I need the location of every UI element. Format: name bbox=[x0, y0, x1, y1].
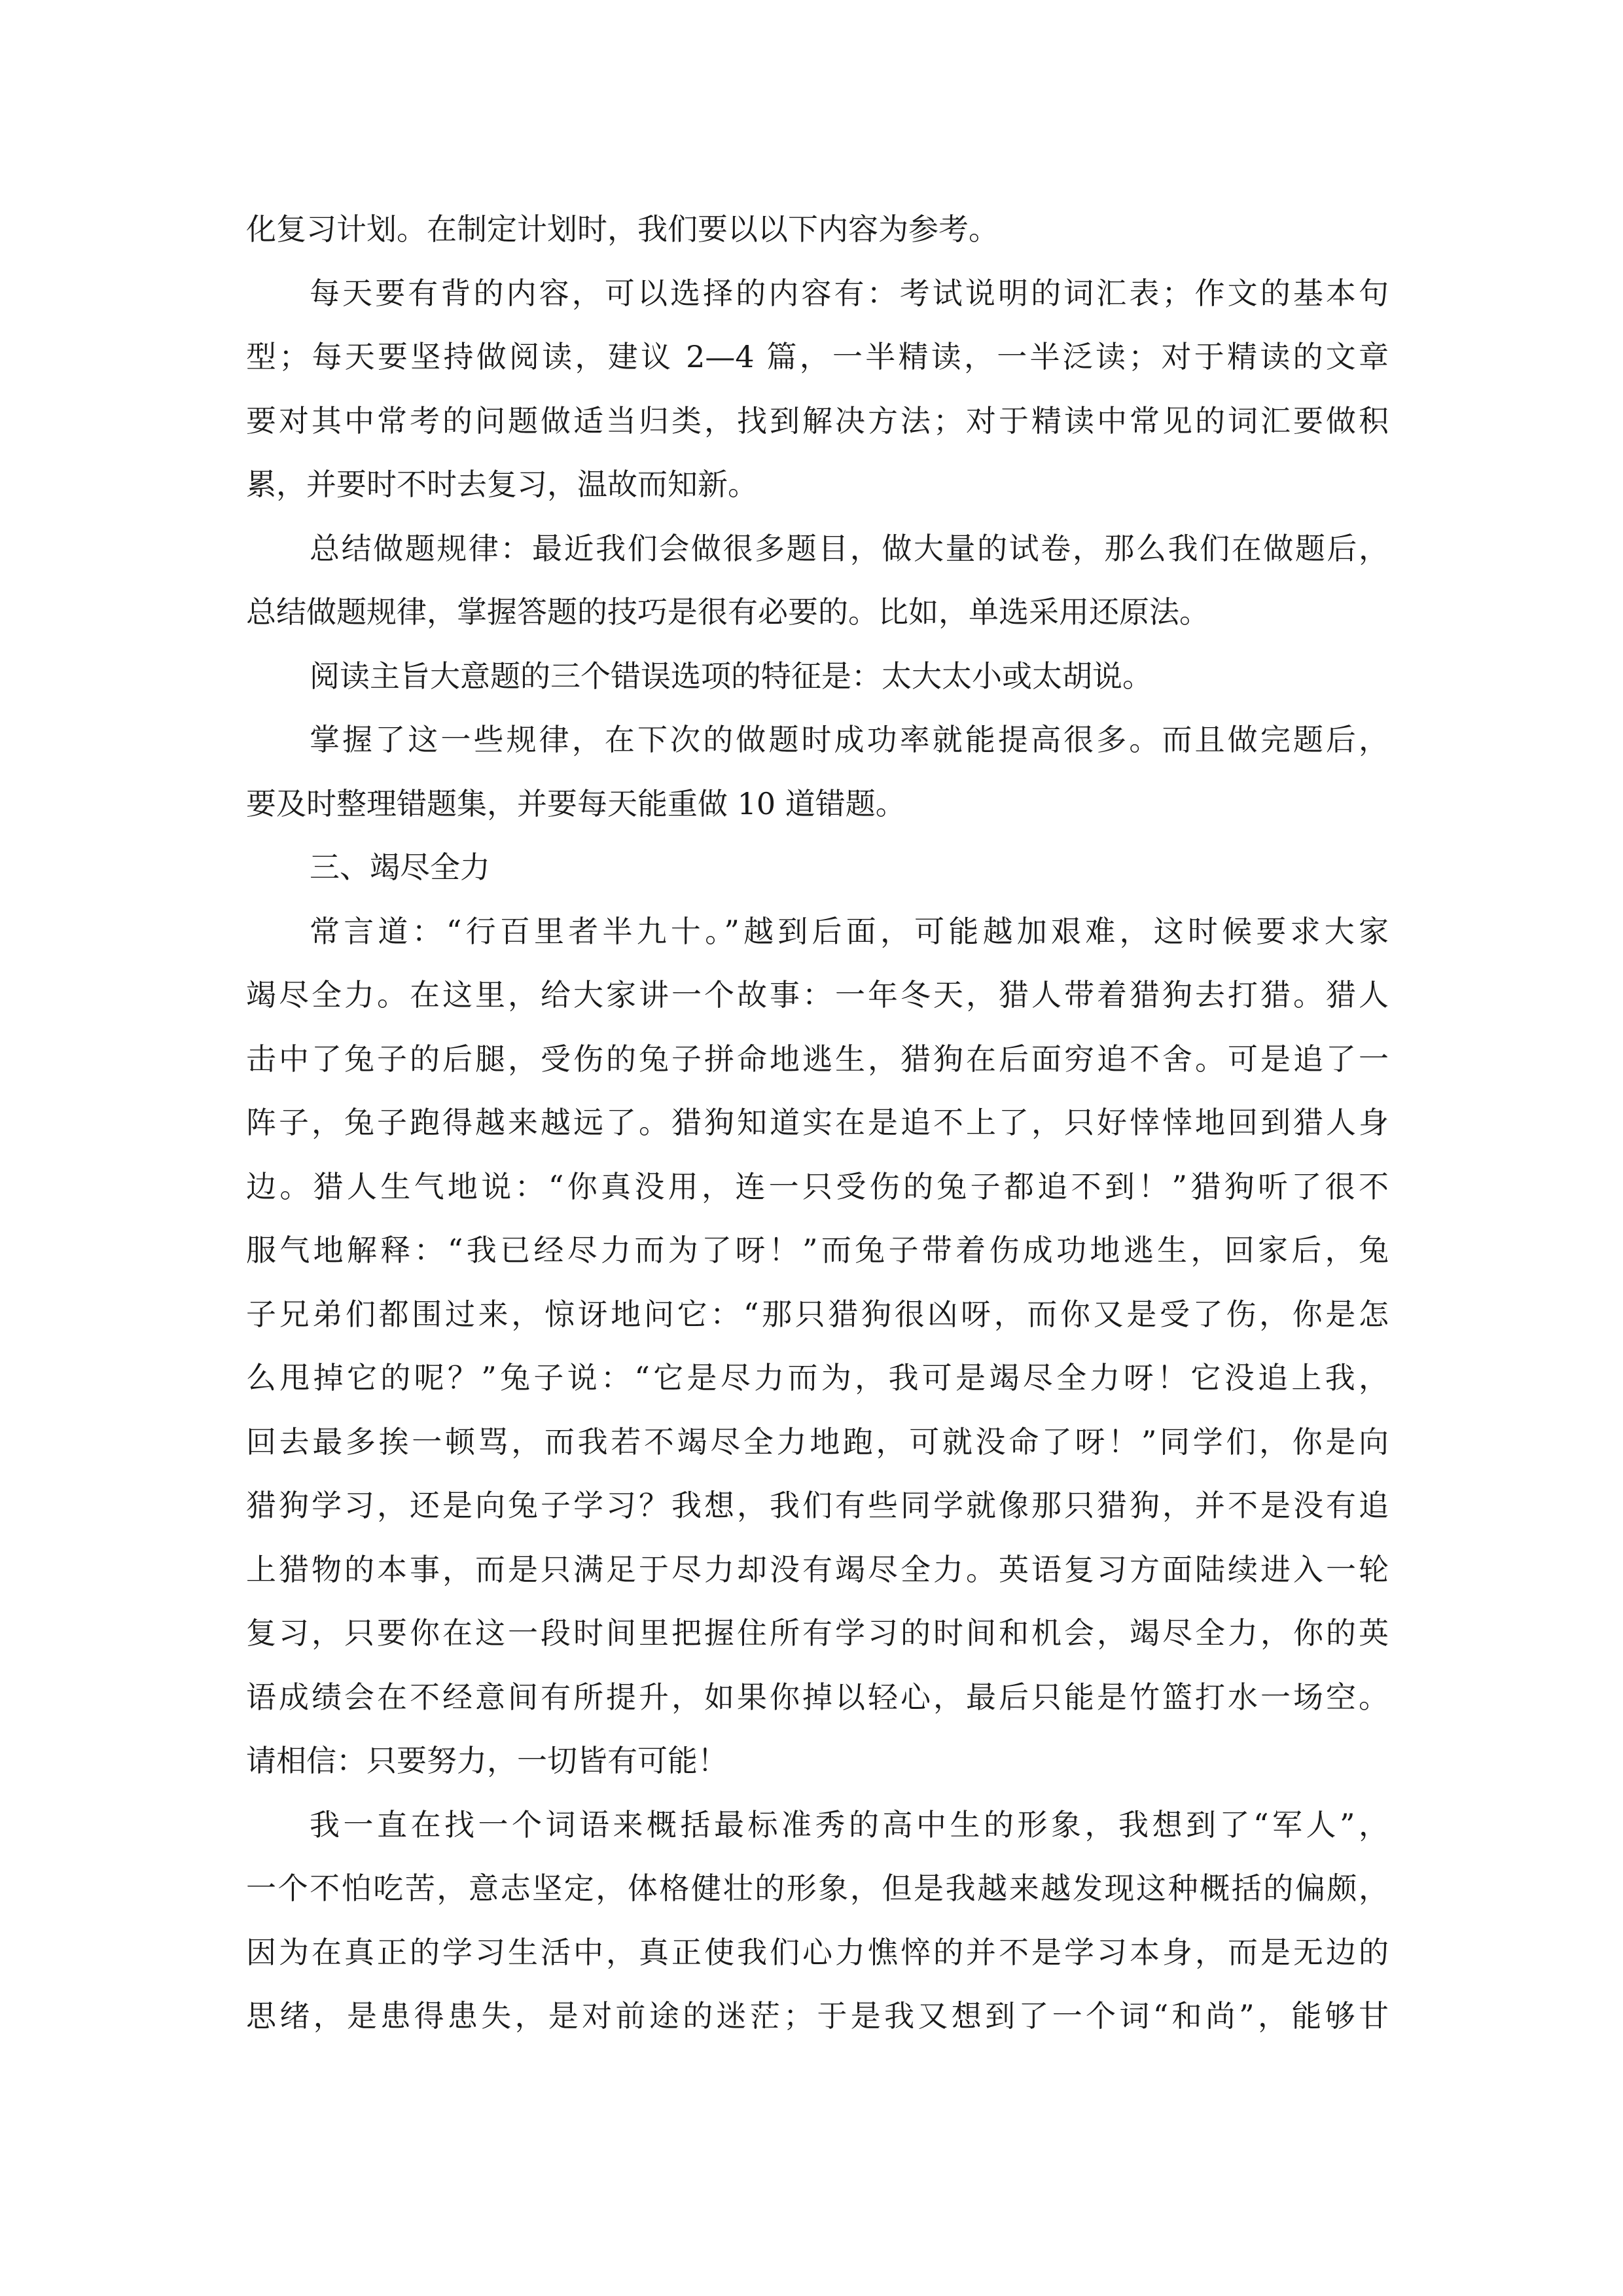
document-body bbox=[246, 198, 1389, 2049]
text-line: 每天要有背的内容，可以选择的内容有：考试说明的词汇表；作文的基本句 bbox=[310, 275, 1389, 311]
text-line: 阵子，兔子跑得越来越远了。猎狗知道实在是追不上了，只好悻悻地回到猎人身 bbox=[246, 1105, 1389, 1140]
text-line: 子兄弟们都围过来，惊讶地问它：“那只猎狗很凶呀，而你又是受了伤，你是怎 bbox=[246, 1296, 1389, 1332]
text-line: 上猎物的本事，而是只满足于尽力却没有竭尽全力。英语复习方面陆续进入一轮 bbox=[246, 1551, 1389, 1587]
text-line: 边。猎人生气地说：“你真没用，连一只受伤的兔子都追不到！”猎狗听了很不 bbox=[246, 1168, 1389, 1204]
text-line: 服气地解释：“我已经尽力而为了呀！”而兔子带着伤成功地逃生，回家后，兔 bbox=[246, 1232, 1389, 1268]
text-line: 击中了兔子的后腿，受伤的兔子拼命地逃生，猎狗在后面穷追不舍。可是追了一 bbox=[246, 1041, 1389, 1077]
text-line: 请相信：只要努力，一切皆有可能！ bbox=[246, 1743, 728, 1778]
text-line: 复习，只要你在这一段时间里把握住所有学习的时间和机会，竭尽全力，你的英 bbox=[246, 1615, 1389, 1651]
text-line: 我一直在找一个词语来概括最标准秀的高中生的形象，我想到了“军人”， bbox=[310, 1806, 1389, 1842]
text-line: 常言道：“行百里者半九十。”越到后面，可能越加艰难，这时候要求大家 bbox=[310, 913, 1389, 949]
text-line: 因为在真正的学习生活中，真正使我们心力憔悴的并不是学习本身，而是无边的 bbox=[246, 1934, 1389, 1970]
text-line: 猎狗学习，还是向兔子学习？我想，我们有些同学就像那只猎狗，并不是没有追 bbox=[246, 1488, 1389, 1523]
text-line: 竭尽全力。在这里，给大家讲一个故事：一年冬天，猎人带着猎狗去打猎。猎人 bbox=[246, 977, 1389, 1013]
text-line: 阅读主旨大意题的三个错误选项的特征是：太大太小或太胡说。 bbox=[310, 658, 1152, 694]
text-line: 化复习计划。在制定计划时，我们要以以下内容为参考。 bbox=[246, 211, 999, 247]
text-line: 语成绩会在不经意间有所提升，如果你掉以轻心，最后只能是竹篮打水一场空。 bbox=[246, 1679, 1389, 1715]
text-line: 么甩掉它的呢？”兔子说：“它是尽力而为，我可是竭尽全力呀！它没追上我， bbox=[246, 1360, 1389, 1395]
text-line: 总结做题规律，掌握答题的技巧是很有必要的。比如，单选采用还原法。 bbox=[246, 594, 1209, 630]
text-line: 要对其中常考的问题做适当归类，找到解决方法；对于精读中常见的词汇要做积 bbox=[246, 403, 1389, 439]
text-line: 总结做题规律：最近我们会做很多题目，做大量的试卷，那么我们在做题后， bbox=[310, 530, 1389, 566]
text-line: 思绪，是患得患失，是对前途的迷茫；于是我又想到了一个词“和尚”，能够甘 bbox=[246, 1998, 1389, 2034]
text-line: 累，并要时不时去复习，温故而知新。 bbox=[246, 467, 758, 502]
text-line: 一个不怕吃苦，意志坚定，体格健壮的形象，但是我越来越发现这种概括的偏颇， bbox=[246, 1871, 1389, 1906]
text-line: 要及时整理错题集，并要每天能重做 10 道错题。 bbox=[246, 785, 906, 821]
section-heading: 三、竭尽全力 bbox=[310, 850, 490, 885]
text-line: 回去最多挨一顿骂，而我若不竭尽全力地跑，可就没命了呀！”同学们，你是向 bbox=[246, 1424, 1389, 1460]
text-line: 掌握了这一些规律，在下次的做题时成功率就能提高很多。而且做完题后， bbox=[310, 722, 1389, 757]
text-line: 型；每天要坚持做阅读，建议 2—4 篇，一半精读，一半泛读；对于精读的文章 bbox=[246, 339, 1389, 374]
